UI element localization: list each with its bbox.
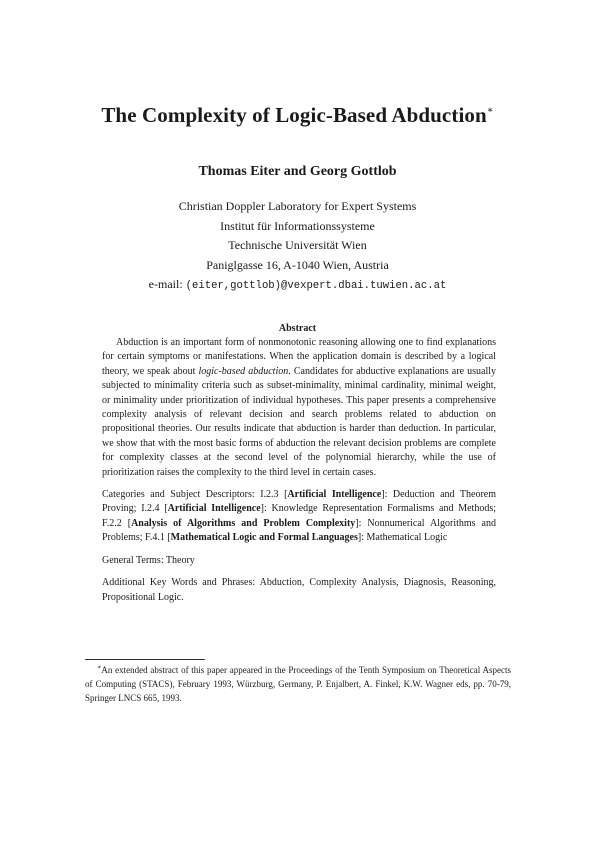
categories-text: ]: Deduction and Theorem Proving; I.2.4 [ — [102, 489, 496, 515]
footnote-paragraph — [85, 661, 511, 706]
footnote-text: An extended abstract of this paper appeared in the Proceedings of the Tenth Symposium on Theoretical Aspects of Computing (STACS), February 1993, Würzburg, Germany, P. Enjalbert, A. Finkel, K.W. Wagner eds, pp. 70-79, Springer LNCS 665, 1993. — [85, 665, 511, 704]
categories-text: ]: Knowledge Representation Formalisms and Methods; F.2.2 [ — [102, 503, 496, 529]
abstract-paragraph — [102, 336, 496, 480]
abstract-heading: Abstract — [278, 323, 317, 334]
affiliation-line: Institut für Informationssysteme — [220, 218, 375, 233]
affiliation-line: Christian Doppler Laboratory for Expert Systems — [178, 199, 417, 213]
keywords: Additional Key Words and Phrases: Abduction, Complexity Analysis, Diagnosis, Reasoning, Propositional Logic. — [102, 577, 496, 603]
abstract-text: . Candidates for abductive explanations are usually subjected to minimality criteria such as subset-minimality, minimal cardinality, minimal weight, or minimality under prioritization of individual hypotheses. This paper presents a comprehensive complexity analysis of relevant decision and search problems related to abduction on propositional theories. Our results indicate that abduction is harder than deduction. In particular, we show that with the most basic forms of abduction the relevant decision problems are complete for complexity classes at the second level of the polynomial hierarchy, while the use of prioritization raises the complexity to the third level in certain cases. — [102, 365, 496, 478]
footnote-rule — [85, 659, 205, 660]
category-name: Artificial Intelligence — [287, 489, 382, 501]
email-line — [40, 277, 555, 292]
affiliation-line: Technische Universität Wien — [228, 238, 367, 252]
footnote-mark: ∗ — [97, 664, 102, 671]
abstract-body — [102, 336, 496, 605]
title-footnote-mark: ∗ — [486, 105, 494, 116]
affiliation — [40, 197, 555, 275]
abstract-text: Abduction is an important form of nonmonotonic reasoning allowing one to find explanations for certain symptoms or manifestations. When the application domain is described by a logical theory, we speak about — [102, 337, 496, 377]
email-address: (eiter,gottlob)@vexpert.dbai.tuwien.ac.at — [185, 280, 447, 292]
categories-text: ]: Nonnumerical Algorithms and Problems; F.4.1 [ — [102, 517, 496, 544]
authors: Thomas Eiter and Georg Gottlob — [198, 164, 397, 179]
footnote — [85, 661, 511, 706]
categories-text: ]: Mathematical Logic — [357, 532, 448, 544]
category-name: Artificial Intelligence — [167, 503, 261, 515]
affiliation-line: Paniglgasse 16, A-1040 Wien, Austria — [206, 257, 389, 272]
abstract-emphasis: logic-based abduction — [198, 365, 289, 377]
title-text: The Complexity of Logic-Based Abduction — [101, 103, 487, 127]
categories-paragraph — [102, 488, 496, 546]
paper-title — [40, 103, 555, 128]
category-name: Analysis of Algorithms and Problem Complexity — [131, 517, 356, 529]
categories-text: Categories and Subject Descriptors: I.2.3 [ — [102, 489, 288, 501]
general-terms: General Terms: Theory — [102, 554, 195, 566]
category-name: Mathematical Logic and Formal Languages — [170, 532, 358, 544]
email-label: e-mail: — [148, 277, 183, 291]
